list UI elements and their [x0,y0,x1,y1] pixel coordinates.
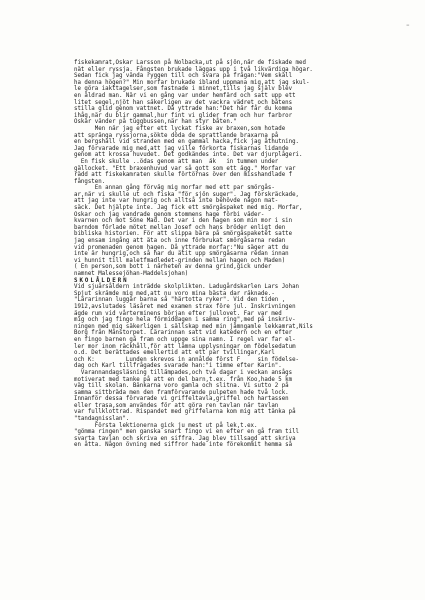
page-mark: - [406,20,410,31]
text-line: namnet Malessejöhan-Maddelsjohan) [74,271,189,277]
paragraph-braxen [74,126,400,185]
text-line: Spjut skrämde mig med,att nu voro mina bästa dar räknade.- [74,290,275,297]
text-line: "tandagnisslan". [74,416,130,423]
text-line: Varannandagsläsning tillämpades,och två dagar i veckan ansågs [74,369,293,376]
text-line: en åtta. Någon övning med siffror hade inte förekommit hemma så [74,442,293,449]
text-line: Oskar och jag vandrade genom stommens hage förbi väder- [74,211,265,218]
text-line: kvarnen och mot Söne Mad. Det var i den hagen som min mor i sin [74,218,293,225]
text-line: stilla glid genom vattnet. Då yttrade han:"Det här får du komma [74,106,293,113]
text-line: Sedan fick jag vända ryggen till och svara på frågan:"Vem skall [74,73,293,80]
text-line: var fullklottrad. Rispandet med griffelarna kom mig att tänka på [74,409,296,416]
text-line: 1912,avslutades läsåret med examen strax före jul. Inskrivningen [74,303,296,310]
text-line: Vid sjuårsåldern inträdde skolplikten. Ladugårdskarlen Lars Johan [74,284,300,291]
paragraph-school [74,284,400,422]
paragraph-lessons [74,423,400,449]
text-line: svarta tavlan och skriva en siffra. Jag blev tillsagd att skriva [74,435,296,442]
text-line: jag ensam ingång att äta och inne förbrukat smörgåsarna redan [74,238,286,245]
text-line: fiskekamrat,Oskar Larsson på Nolbacka,ut på sjön,när de fiskade med [74,60,306,66]
text-line: och K: Lunden skrevos in annålde först F sin födelse- [74,356,300,363]
text-line: le göra iakttagelser,som fastnade i minnet,tills jag själv blev [74,86,293,93]
text-line: Jag förvarade mig med,att jag ville förkorta fiskarnas lidande [74,145,289,152]
text-line: dag och Karl tillfrågades svarade han:"i timme efter Karin". [74,363,282,370]
text-line: inte är hungrig,och så har du ätit upp smörgåsarna redan innan [74,251,289,258]
text-line: att spränga ryssjorna,sökte döda de sprattlande braxarna på [74,132,279,139]
text-line: ha denna högen?" Min morfar brukade ibland uppmana mig,att jag skul- [74,79,310,86]
text-line: en fingo barnen gå fram och uppge sina namn. I regel var far el- [74,336,296,343]
text-line: "Lärarinnan luggar barna så "härtotta ryker". Vid den tiden , [74,297,286,304]
text-line: gällocket. "Ett braxenhuvud var så gott som ett ägg." Morfar var [74,165,296,172]
text-line: säck. Det hjälpte inte. Jag fick ett smörgåspaket med mig. Morfar, [74,205,303,212]
text-line: ihåg,när du blir gammal,hur fint vi glider fram och hur farbror [74,112,293,119]
text-line: litet segel,njöt han säkerligen av det vackra vädret och båtens [74,99,293,106]
text-line: Första lektionerna gick ju mest ut på lek,t.ex. [74,422,258,429]
text-line: ningen med mig säkerligen i sällskap med min jämngamle lekkamrat,Nils [74,323,313,330]
text-line: bibliska historien. För att slippa bära på smörgåspaketet satte [74,231,293,238]
paragraph-sandwiches [74,185,400,277]
text-line: fångsten. [74,178,106,185]
text-line: vid promenaden genom hagen. Då yttrade morfar:"Nu säger att du [74,244,289,251]
text-line: vi hunnit till maletfmadledet-grinden mellan hagen och Maden) [74,257,286,264]
text-line: o.d. Det berättades emellertid att ett par tvillingar,Karl [74,350,275,357]
text-line: ( En person,som bott i närheten av denna grind,gick under [74,264,272,271]
paragraph-fishing [74,60,400,126]
text-line: en bergshäll vid stranden med en gammal hacka,fick jag åthutning. [74,139,300,146]
text-line: att jag inte var hungrig och alltså inte behövde någon mat- [74,198,279,205]
text-line: genom att krossa huvudet. Det godkändes inte. Det var djurplågeri. [74,152,303,159]
text-line: ägde rum vid vårterminens början efter jullovet. Far var med [74,310,282,317]
document-body [74,60,400,449]
text-line: Men när jag efter ett lyckat fiske av braxen,som hotade [74,125,286,132]
text-line: Oskar vänder på tuggbussen,när han styr båten." [74,119,237,126]
text-line: motiverat med tanke på att en del barn,t.ex. från Koo,hade 5 km [74,376,293,383]
text-line: mig och jag fingo hela förmiddagen i samma ring",med på inskriv- [74,317,296,324]
text-line: samma sittbräda men den framförvarande pulpeten hade två lock. [74,389,289,396]
text-line: en äldrad man. När vi en gång var under hemfärd och satt upp ett [74,92,296,99]
text-line: Borg från Månstorpet. Lärarinnan satt vid katedern och en efter [74,330,293,337]
section-heading: SKOLÅLDERN [74,277,129,284]
text-line: väg till skolan. Bänkarna voro gamla och slitna. Vi sutto 2 på [74,383,289,390]
text-line: "gömma ringen" men ganska snart fingo vi en efter en gå fram till [74,429,300,436]
text-line: En annan gång förväg mig morfar med ett par smörgås- [74,185,275,192]
text-line: Innanför dessa förvarade vi griffeltavla,griffel och hartassen [74,396,289,403]
text-line: ar,när vi skulle ut och fiska "för sjön suger". Jag förskräckade, [74,191,300,198]
text-line: En fisk skulle ..ödas genom att man ák in tummen under [74,158,279,165]
text-line: eller trasa,som användes för att göra ren tavlan när tavlan [74,402,279,409]
text-line: rädd att fiskekamraten skulle förtörnas över den misshandlade f [74,172,293,179]
text-line: nät eller ryssja. Fångsten brukade läggas upp i två likvärdiga högar. [74,66,313,73]
text-line: ler mor inom räckhåll,för att lämna upplysningar om födelsedatum [74,343,296,350]
text-line: barndom förlade mötet mellan Josef och hans bröder enligt den [74,224,286,231]
